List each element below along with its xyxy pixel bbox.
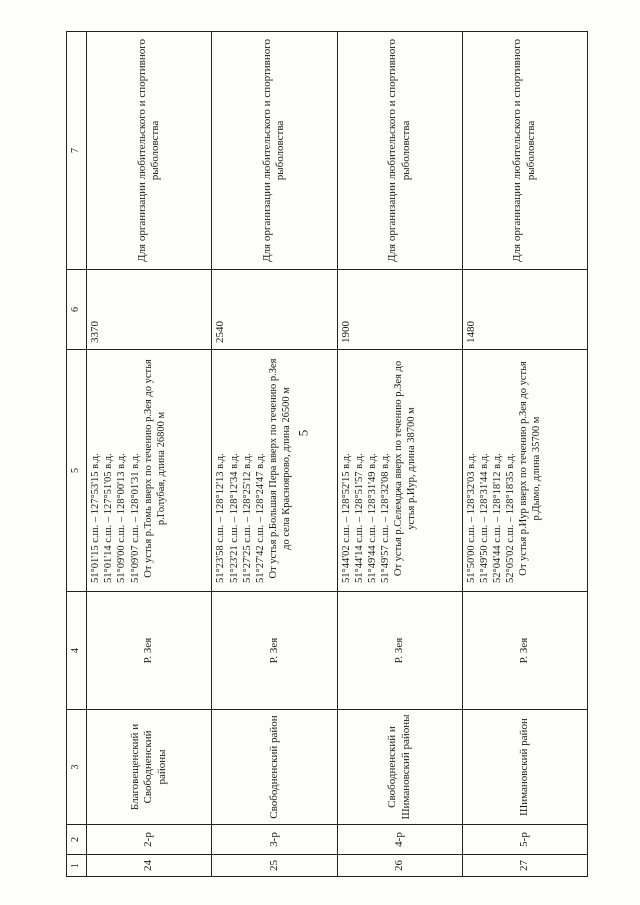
column-number: 4 [67,592,87,710]
area-coordinates [462,350,587,592]
column-number-row [67,32,87,877]
coordinate-line: 51°49'50 с.ш. – 128°31'44 в.д. [478,453,490,583]
area-code: 3-р [212,825,337,855]
area-size: 1480 [462,270,587,350]
table-row [337,32,462,877]
area-size: 1900 [337,270,462,350]
column-number: 7 [67,32,87,270]
fishing-areas-table [66,31,588,877]
area-purpose: Для организации любительского и спортивного рыболовства [87,32,212,270]
column-number: 6 [67,270,87,350]
coordinate-line: 52°04'44 с.ш. – 128°18'12 в.д. [492,453,504,583]
row-number: 27 [462,855,587,877]
coordinate-line: 51°01'15 с.ш. – 127°53'15 в.д. [90,453,102,583]
area-coordinates [87,350,212,592]
column-number: 1 [67,855,87,877]
area-code: 5-р [462,825,587,855]
column-number: 2 [67,825,87,855]
river-name: Р. Зея [87,592,212,710]
coordinate-line: 51°27'42 с.ш. – 128°24'47 в.д. [254,453,266,583]
coordinate-line: 51°49'57 с.ш. – 128°32'08 в.д. [379,453,391,583]
row-number: 25 [212,855,337,877]
table-row [462,32,587,877]
coordinate-line: 51°23'21 с.ш. – 128°12'34 в.д. [228,453,240,583]
area-description: От устья р.Томь вверх по течению р.Зея до устья р.Голубая, длина 26800 м [142,359,167,578]
row-number: 24 [87,855,212,877]
area-coordinates [212,350,337,592]
coordinate-line: 52°05'02 с.ш. – 128°18'35 в.д. [505,453,517,583]
table-row [87,32,212,877]
district-name: Благовещенский и Свободненский районы [87,710,212,825]
coordinate-line: 51°09'07 с.ш. – 128°01'31 в.д. [129,453,141,583]
area-size: 2540 [212,270,337,350]
coordinate-line: 51°44'02 с.ш. – 128°52'15 в.д. [340,453,352,583]
area-description: От устья р.Селемджа вверх по течению р.Зея до устья р.Иур, длина 38700 м [393,360,418,577]
coordinate-line: 51°49'44 с.ш. – 128°31'49 в.д. [366,453,378,583]
coordinate-line: 51°27'25 с.ш. – 128°25'12 в.д. [241,453,253,583]
area-description: От устья р.Большая Пера вверх по течению р.Зея до села Красноярово, длина 26500 м [267,358,292,579]
area-description: От устья р.Иур вверх по течению р.Зея до устья р.Дымо, длина 35700 м [518,361,543,576]
page-number: 5 [295,429,311,437]
coordinate-line: 51°44'14 с.ш. – 128°51'57 в.д. [353,453,365,583]
table-row [212,32,337,877]
area-purpose: Для организации любительского и спортивного рыболовства [212,32,337,270]
river-name: Р. Зея [212,592,337,710]
area-code: 4-р [337,825,462,855]
coordinate-line: 51°23'58 с.ш. – 128°12'13 в.д. [215,453,227,583]
area-coordinates [337,350,462,592]
column-number: 5 [67,350,87,592]
row-number: 26 [337,855,462,877]
river-name: Р. Зея [337,592,462,710]
river-name: Р. Зея [462,592,587,710]
coordinate-line: 51°09'00 с.ш. – 128°00'13 в.д. [116,453,128,583]
fishing-areas-table-wrapper [66,32,588,877]
area-code: 2-р [87,825,212,855]
area-purpose: Для организации любительского и спортивного рыболовства [337,32,462,270]
column-number: 3 [67,710,87,825]
coordinate-line: 51°50'00 с.ш. – 128°32'03 в.д. [465,453,477,583]
district-name: Свободненский район [212,710,337,825]
district-name: Свободненский и Шимановский районы [337,710,462,825]
area-size: 3370 [87,270,212,350]
area-purpose: Для организации любительского и спортивного рыболовства [462,32,587,270]
district-name: Шимановский район [462,710,587,825]
coordinate-line: 51°01'14 с.ш. – 127°51'05 в.д. [103,453,115,583]
